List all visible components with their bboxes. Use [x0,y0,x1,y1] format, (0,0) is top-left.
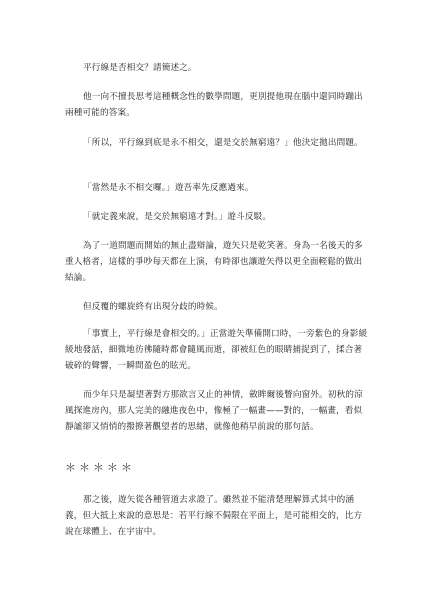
paragraph-9: 而少年只是凝望著對方那欲言又止的神情，斂眸爾後瞥向窗外。初秋的涼風探進房內，那人完美的融進夜色中，像極了一幅畫——對的，一幅畫，看似靜謐卻又悄悄的撥撩著觀望者的思緒，就像他稍早前說的那句話。 [65,390,363,432]
section-separator: ＊＊＊＊＊ [65,461,135,474]
paragraph-4: 「當然是永不相交囉。」遊吾率先反應過來。 [83,183,254,193]
paragraph-7: 但反覆的螺旋終有出現分歧的時候。 [83,302,223,312]
paragraph-question: 平行線是否相交？請簡述之。 [83,63,197,73]
paragraph-6: 為了一道問題而開始的無止盡辯論，遊矢只是乾笑著。身為一名後天的多重人格者，這樣的爭吵每天都在上演，有時卻也讓遊矢得以更全面輕鬆的做出結論。 [65,241,363,283]
paragraph-8: 「事實上，平行線是會相交的。」正當遊矢準備開口時，一旁紫色的身影緩緩地發話，細微地彷彿隨時都會隨風而逝，卻被紅色的眼睛捕捉到了，揉合著破碎的聲響，一瞬間盈色的眩光。 [65,329,368,371]
paragraph-5: 「就定義來說，是交於無窮遠才對。」遊斗反駁。 [83,212,272,222]
paragraph-2: 他一向不擅長思考這種概念性的數學問題，更別提他現在腦中還同時蹦出兩種可能的答案。 [65,92,363,118]
paragraph-3: 「所以，平行線到底是永不相交，還是交於無窮遠？」他決定拋出問題。 [83,138,363,148]
paragraph-10: 那之後，遊矢從各種管道去求證了。雖然並不能清楚理解算式其中的涵義，但大抵上來說的意思是：若平行線不侷限在平面上，是可能相交的，比方說在球體上、在宇宙中。 [65,495,363,537]
